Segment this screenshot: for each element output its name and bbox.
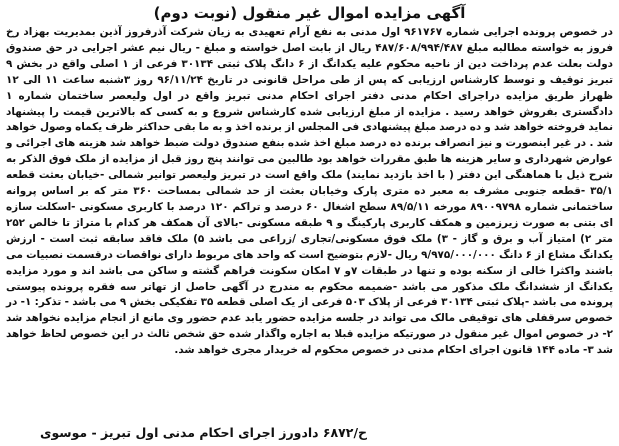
notice-signature: ح/۶۸۷۲ دادورز اجرای احکام مدنی اول تبریز - موسوی <box>40 425 368 440</box>
notice-body: در خصوص پرونده اجرایی شماره ۹۶۱۷۶۷ اول مدنی به نفع آرام تعهیدی به زیان شرکت آذرفروز آذین بمدیریت بهزاد رخ فروز به خواسته مطالبه مبلغ ۴۸۷/۶۰۸/۹۹۴/۴۸۷ ریال از بابت اصل خواسته و مبلغ - ریال نیم عشر اجرایی در حق صندوق دولت بعلت عدم پرداخت دین از ناحیه محکوم علیه یکدانگ از ۶ دانگ پلاک ثبتی ۳۰۱۳۴ فرعی از ۱ اصلی واقع در بخش ۹ تبریز توقیف و توسط کارشناس ارزیابی که پس از طی مراحل قانونی در تاریخ ۹۶/۱۱/۲۴ روز ۳شنبه ساعت ۱۱ الی ۱۲ ظهراز طریق مزایده دراجرای احکام مدنی دفتر اجرای احکام مدنی تبریز واقع در اول ولیعصر ساختمان شماره ۱ دادگستری بفروش خواهد رسید . مزایده از مبلغ ارزیابی شده کارشناس شروع و به کسی که بالاترین قیمت را پیشنهاد نماید فروخته خواهد شد و ده درصد مبلغ پیشنهادی فی المجلس از برنده اخذ و به ما بقی حداکثر ظرف یکماه وصول خواهد شد . در غیر اینصورت و نیز انصراف برنده ده درصد مبلغ اخذ شده بنفع صندوق دولت ضبط خواهد شد هزینه های اجرائی و عوارض شهرداری و سایر هزینه ها طبق مقررات خواهد بود طالبین می توانند پنج روز قبل از مزایده از ملک فوق الذکر به شرح ذیل با هماهنگی این دفتر ( با اخذ بازدید نمایند) ملک واقع است در تبریز ولیعصر توانیر شمالی -خیابان بعثت قطعه ۳۵/۱ -قطعه جنوبی مشرف به معبر ده متری پارک وخیابان بعثت از حد شمالی بمساحت ۳۶۰ متر که بر اساس پروانه ساختمانی شماره ۸۹۰۰۹۷۹۸ مورخه ۸۹/۵/۱۱ سطح اشغال ۶۰ درصد و تراکم ۱۲۰ درصد با کاربری مسکونی -اسکلت سازه ای بتنی به صورت زیرزمین و همکف کاربری پارکینگ و ۹ طبقه مسکونی -بالای آن همکف هر کدام با متراژ تا خالص ۲۵۲ متر ۲) امتیاز آب و برق و گاز - ۳) ملک فوق مسکونی/تجاری /زراعی می باشد ۵) ملک فاقد سابقه ثبت است - ارزش یکدانگ مشاع از ۶ دانگ ۹/۹۷۵/۰۰۰/۰۰۰ ریال -لازم بتوضیح است که واحد های مربوط دارای نواقصات درقسمت نصبیات می باشند واکثرا خالی از سکنه بوده و تنها در طبقات ۷و ۷ امکان سکونت فراهم گشته و ساکن می باشد اند و مورد مزایده یکدانگ از ششدانگ ملک مذکور می باشد -ضمیمه محکوم به مندرج در آگهی حاصل از تهاتر سه فقره پرونده پیوستی پرونده می باشد -پلاک ثبتی ۳۰۱۳۴ فرعی از پلاک ۵۰۳ فرعی از یک اصلی قطعه ۳۵ تفکیکی بخش ۹ می باشد - تذکر: ۱- در خصوص سرقفلی های توقیفی مالک می تواند در جلسه مزایده حضور یابد عدم حضور وی مانع از انجام مزایده نخواهد شد ۲- در خصوص اموال غیر منقول در صورتیکه مزایده قبلا به اجاره واگذار شده حق شخص ثالث در این خصوص لحاظ خواهد شد ۳- ماده ۱۴۴ قانون اجرای احکام مدنی در خصوص محکوم له خریدار مجری خواهد شد. <box>6 26 614 357</box>
notice-title: آگهی مزایده اموال غیر منقول (نوبت دوم) <box>153 4 466 22</box>
